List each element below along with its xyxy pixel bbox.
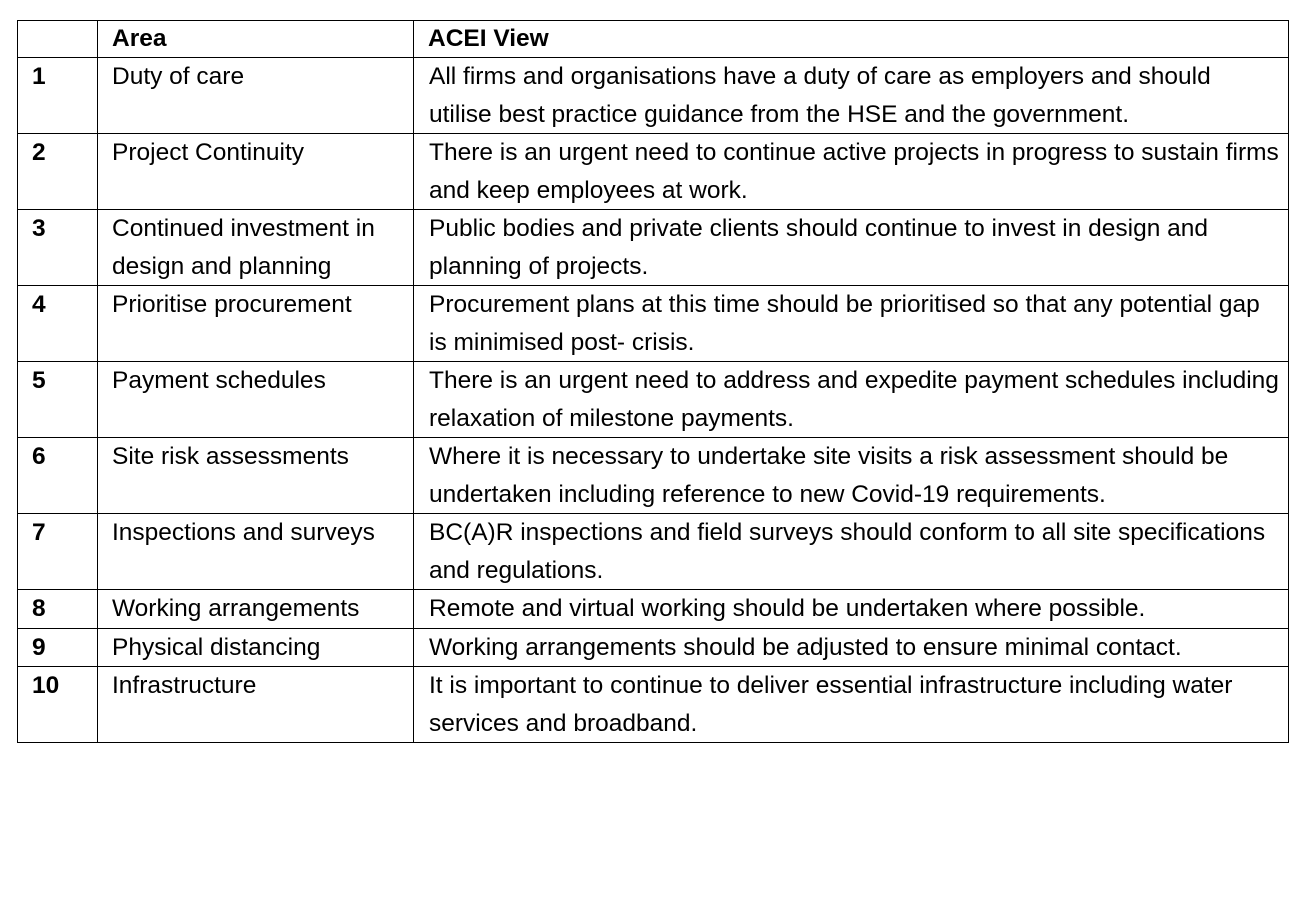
row-number: 2 <box>18 134 98 210</box>
table-header-row <box>18 21 1289 58</box>
row-number: 7 <box>18 514 98 590</box>
row-view: All firms and organisations have a duty of care as employers and should utilise best practice guidance from the HSE and the government. <box>414 58 1289 134</box>
header-number <box>18 21 98 58</box>
table-row <box>18 134 1289 210</box>
table-row <box>18 58 1289 134</box>
row-view: There is an urgent need to address and expedite payment schedules including relaxation of milestone payments. <box>414 362 1289 438</box>
row-number: 5 <box>18 362 98 438</box>
row-area: Project Continuity <box>98 134 414 210</box>
row-area: Payment schedules <box>98 362 414 438</box>
table-row <box>18 667 1289 743</box>
row-area: Site risk assessments <box>98 438 414 514</box>
row-area: Inspections and surveys <box>98 514 414 590</box>
row-view: Public bodies and private clients should continue to invest in design and planning of projects. <box>414 210 1289 286</box>
row-view: There is an urgent need to continue active projects in progress to sustain firms and keep employees at work. <box>414 134 1289 210</box>
table-row <box>18 590 1289 629</box>
row-number: 3 <box>18 210 98 286</box>
row-number: 6 <box>18 438 98 514</box>
row-area: Prioritise procurement <box>98 286 414 362</box>
row-area: Infrastructure <box>98 667 414 743</box>
table-row <box>18 628 1289 667</box>
row-area: Duty of care <box>98 58 414 134</box>
row-view: Remote and virtual working should be undertaken where possible. <box>414 590 1289 629</box>
table-row <box>18 286 1289 362</box>
row-view: BC(A)R inspections and field surveys should conform to all site specifications and regulations. <box>414 514 1289 590</box>
row-view: Procurement plans at this time should be prioritised so that any potential gap is minimised post- crisis. <box>414 286 1289 362</box>
row-area: Continued investment in design and planning <box>98 210 414 286</box>
row-number: 1 <box>18 58 98 134</box>
table-row <box>18 514 1289 590</box>
row-number: 9 <box>18 628 98 667</box>
header-area: Area <box>98 21 414 58</box>
table-row <box>18 210 1289 286</box>
table-row <box>18 362 1289 438</box>
row-area: Working arrangements <box>98 590 414 629</box>
row-view: Where it is necessary to undertake site visits a risk assessment should be undertaken including reference to new Covid-19 requirements. <box>414 438 1289 514</box>
acei-view-table <box>17 20 1289 743</box>
table-row <box>18 438 1289 514</box>
row-view: It is important to continue to deliver essential infrastructure including water services and broadband. <box>414 667 1289 743</box>
row-view: Working arrangements should be adjusted to ensure minimal contact. <box>414 628 1289 667</box>
row-number: 10 <box>18 667 98 743</box>
row-area: Physical distancing <box>98 628 414 667</box>
header-view: ACEI View <box>414 21 1289 58</box>
row-number: 4 <box>18 286 98 362</box>
row-number: 8 <box>18 590 98 629</box>
